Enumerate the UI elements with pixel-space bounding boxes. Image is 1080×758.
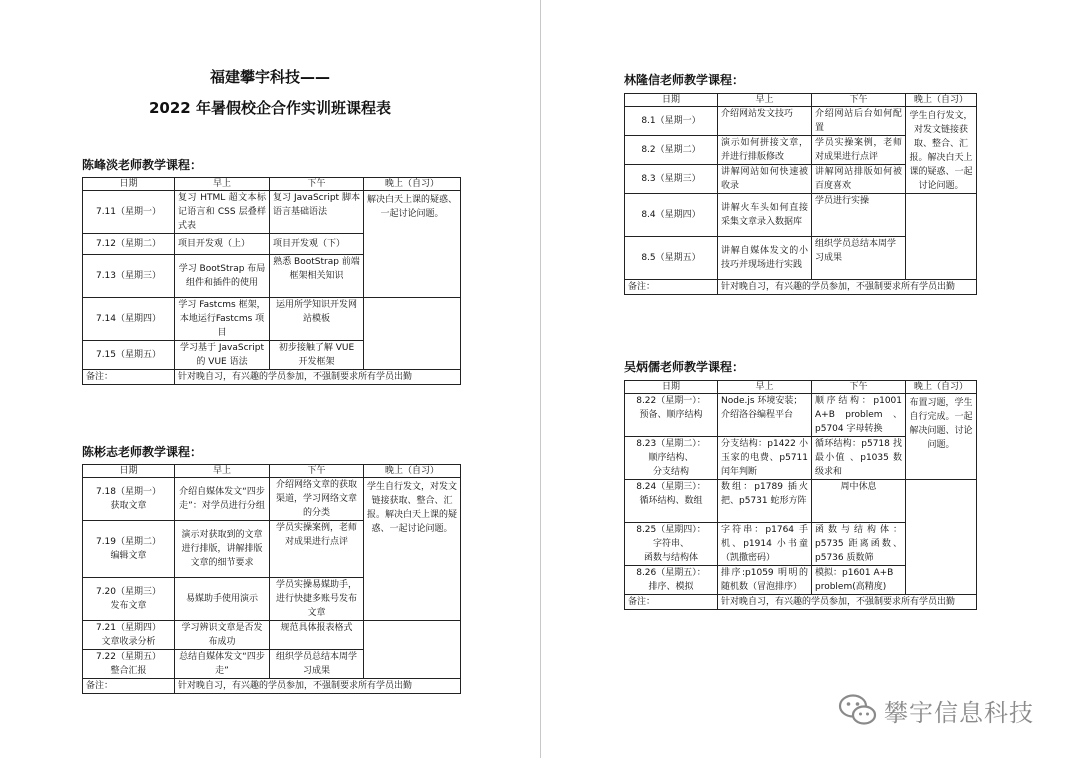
row-date-topic: 发布文章 (110, 601, 147, 611)
header-afternoon: 下午 (812, 94, 906, 107)
header-afternoon: 下午 (270, 465, 364, 478)
row-morning: 分支结构：p1422 小玉家的电费、p5711 闰年判断 (718, 437, 812, 480)
row-date: 8.2（星期二） (625, 136, 718, 165)
row-afternoon: 复习 JavaScript 脚本语言基础语法 (270, 191, 364, 234)
row-afternoon: 介绍网络文章的获取渠道，学习网络文章的分类 (270, 478, 364, 521)
row-morning: 演示如何拼接文章，并进行排版修改 (718, 136, 812, 165)
row-date-topic: 整合汇报 (110, 666, 147, 676)
row-date: 7.13（星期三） (83, 255, 175, 298)
row-date (625, 480, 718, 523)
section-heading-wu-bingru: 吴炳儒老师教学课程： (624, 360, 745, 374)
header-evening: 晚上（自习） (364, 465, 461, 478)
row-morning: 项目开发观（上） (175, 234, 270, 255)
header-afternoon: 下午 (270, 178, 364, 191)
row-afternoon: 规范具体报表格式 (270, 621, 364, 650)
row-date-day: 8.25（星期四）： (636, 525, 706, 535)
wechat-icon (838, 693, 878, 727)
row-date: 8.1（星期一） (625, 107, 718, 136)
note-label: 备注： (625, 595, 718, 610)
evening-empty-cell (364, 621, 461, 679)
header-date: 日期 (625, 381, 718, 394)
row-afternoon: 循环结构：p5718 找最小值 、p1035 数级求和 (812, 437, 906, 480)
row-morning: 学习辨识文章是否发布成功 (175, 621, 270, 650)
header-date: 日期 (83, 178, 175, 191)
table-row (625, 394, 977, 437)
row-date (625, 523, 718, 566)
document-title-line2: 2022 年暑假校企合作实训班课程表 (149, 99, 391, 117)
header-morning: 早上 (175, 465, 270, 478)
row-morning: Node.js 环境安装；介绍洛谷编程平台 (718, 394, 812, 437)
row-date (83, 478, 175, 521)
section-heading-chen-binzhi: 陈彬志老师教学课程： (82, 445, 203, 459)
table-row (83, 621, 461, 650)
row-date-topic: 编辑文章 (110, 551, 147, 561)
evening-cell: 学生自行发文，对发文链接获取、整合、汇报。解决白天上课的疑惑、一起讨论问题。 (906, 107, 977, 194)
row-morning: 字符串：p1764 手机、p1914 小书童（凯撒密码） (718, 523, 812, 566)
evening-cell: 布置习题，学生自行完成。一起解决问题、讨论问题。 (906, 394, 977, 480)
row-morning: 学习基于 JavaScript 的 VUE 语法 (175, 341, 270, 370)
row-afternoon: 学员实操易媒助手，进行快捷多账号发布文章 (270, 578, 364, 621)
row-date-day: 8.22（星期一）： (636, 396, 706, 406)
row-date: 8.3（星期三） (625, 165, 718, 194)
header-date: 日期 (625, 94, 718, 107)
row-date-day: 8.26（星期五）： (636, 568, 706, 578)
note-row (625, 280, 977, 295)
table-row (625, 480, 977, 523)
row-date: 7.12（星期二） (83, 234, 175, 255)
row-date-topic: 循环结构、数组 (639, 496, 703, 506)
row-morning: 演示对获取到的文章进行排版，讲解排版文章的细节要求 (175, 521, 270, 578)
row-date-day: 7.22（星期五） (95, 652, 162, 662)
evening-empty-cell (906, 194, 977, 280)
row-afternoon: 组织学员总结本周学习成果 (270, 650, 364, 679)
row-date-day: 7.21（星期四） (95, 623, 162, 633)
note-row (83, 679, 461, 694)
row-date: 7.15（星期五） (83, 341, 175, 370)
header-evening: 晚上（自习） (364, 178, 461, 191)
row-morning: 讲解网站如何快速被收录 (718, 165, 812, 194)
table-row (83, 478, 461, 521)
row-date (83, 650, 175, 679)
row-afternoon: 讲解网站排版如何被百度喜欢 (812, 165, 906, 194)
note-label: 备注： (83, 370, 175, 385)
row-morning: 讲解火车头如何直接采集文章录入数据库 (718, 194, 812, 237)
row-afternoon: 顺序结构：p1001 A+B problem 、p5704 字母转换 (812, 394, 906, 437)
evening-cell: 解决白天上课的疑惑、一起讨论问题。 (364, 191, 461, 298)
row-afternoon: 周中休息 (812, 480, 906, 523)
row-date-day: 7.18（星期一） (95, 487, 162, 497)
row-afternoon: 运用所学知识开发网站模板 (270, 298, 364, 341)
row-date: 7.11（星期一） (83, 191, 175, 234)
row-date: 7.14（星期四） (83, 298, 175, 341)
note-row (625, 595, 977, 610)
note-text: 针对晚自习，有兴趣的学员参加，不强制要求所有学员出勤 (718, 595, 977, 610)
row-afternoon: 模拟：p1601 A+B problem(高精度) (812, 566, 906, 595)
row-date (83, 621, 175, 650)
row-date-topic: 排序、模拟 (648, 582, 694, 592)
header-evening: 晚上（自习） (906, 94, 977, 107)
row-date (83, 578, 175, 621)
note-label: 备注： (83, 679, 175, 694)
page-divider (540, 0, 541, 758)
row-date (83, 521, 175, 578)
row-date-day: 8.24（星期三）： (636, 482, 706, 492)
row-date (625, 437, 718, 480)
header-morning: 早上 (175, 178, 270, 191)
row-morning: 介绍网站发文技巧 (718, 107, 812, 136)
row-date: 8.4（星期四） (625, 194, 718, 237)
row-afternoon: 学员实操案例，老师对成果进行点评 (812, 136, 906, 165)
table-row (625, 194, 977, 237)
evening-empty-cell (906, 480, 977, 595)
row-afternoon: 学员进行实操 (812, 194, 906, 237)
note-row (83, 370, 461, 385)
row-date-day: 8.23（星期二）： (636, 439, 706, 449)
row-date-topic: 预备、顺序结构 (639, 410, 703, 420)
schedule-table-lin-longxin (624, 93, 977, 295)
evening-empty-cell (364, 298, 461, 370)
table-row (83, 191, 461, 234)
section-heading-lin-longxin: 林隆信老师教学课程： (624, 73, 745, 87)
header-afternoon: 下午 (812, 381, 906, 394)
schedule-table-chen-fengdan (82, 177, 461, 385)
row-morning: 讲解自媒体发文的小技巧并现场进行实践 (718, 237, 812, 280)
row-morning: 排序:p1059 明明的随机数（冒泡排序） (718, 566, 812, 595)
note-text: 针对晚自习，有兴趣的学员参加，不强制要求所有学员出勤 (175, 370, 461, 385)
header-morning: 早上 (718, 94, 812, 107)
watermark-text: 攀宇信息科技 (884, 698, 1034, 727)
watermark (838, 690, 1034, 730)
row-date-topic: 顺序结构、 (648, 453, 694, 463)
row-date-day: 7.20（星期三） (95, 587, 162, 597)
row-afternoon: 函数与结构体：p5735 距离函数、p5736 质数筛 (812, 523, 906, 566)
note-text: 针对晚自习，有兴趣的学员参加，不强制要求所有学员出勤 (175, 679, 461, 694)
note-text: 针对晚自习，有兴趣的学员参加，不强制要求所有学员出勤 (718, 280, 977, 295)
row-morning: 介绍自媒体发文“四步走”：对学员进行分组 (175, 478, 270, 521)
schedule-table-chen-binzhi (82, 464, 461, 694)
evening-cell: 学生自行发文，对发文链接获取、整合、汇报。解决白天上课的疑惑、一起讨论问题。 (364, 478, 461, 621)
row-date-topic: 文章收录分析 (101, 637, 156, 647)
row-afternoon: 熟悉 BootStrap 前端框架相关知识 (270, 255, 364, 298)
section-heading-chen-fengdan: 陈峰淡老师教学课程： (82, 158, 203, 172)
row-morning: 总结自媒体发文“四步走” (175, 650, 270, 679)
row-date-topic2: 分支结构 (652, 467, 689, 477)
table-row (83, 298, 461, 341)
row-morning: 数组：p1789 插火把、p5731 蛇形方阵 (718, 480, 812, 523)
row-afternoon: 介绍网站后台如何配置 (812, 107, 906, 136)
row-afternoon: 初步接触了解 VUE 开发框架 (270, 341, 364, 370)
row-morning: 易媒助手使用演示 (175, 578, 270, 621)
row-morning: 学习 BootStrap 布局组件和插件的使用 (175, 255, 270, 298)
row-date-topic: 字符串、 (652, 539, 689, 549)
row-afternoon: 学员实操案例，老师对成果进行点评 (270, 521, 364, 578)
row-morning: 学习 Fastcms 框架，本地运行Fastcms 项目 (175, 298, 270, 341)
note-label: 备注： (625, 280, 718, 295)
schedule-table-wu-bingru (624, 380, 977, 610)
row-date: 8.5（星期五） (625, 237, 718, 280)
row-date-topic2: 函数与结构体 (643, 553, 698, 563)
header-date: 日期 (83, 465, 175, 478)
row-afternoon: 项目开发观（下） (270, 234, 364, 255)
header-evening: 晚上（自习） (906, 381, 977, 394)
document-title-line1: 福建攀宇科技—— (209, 68, 330, 86)
row-afternoon: 组织学员总结本周学习成果 (812, 237, 906, 280)
row-date-topic: 获取文章 (110, 501, 147, 511)
row-date (625, 566, 718, 595)
row-date-day: 7.19（星期二） (95, 537, 162, 547)
row-date (625, 394, 718, 437)
header-morning: 早上 (718, 381, 812, 394)
table-row (625, 107, 977, 136)
row-morning: 复习 HTML 超文本标记语言和 CSS 层叠样式表 (175, 191, 270, 234)
